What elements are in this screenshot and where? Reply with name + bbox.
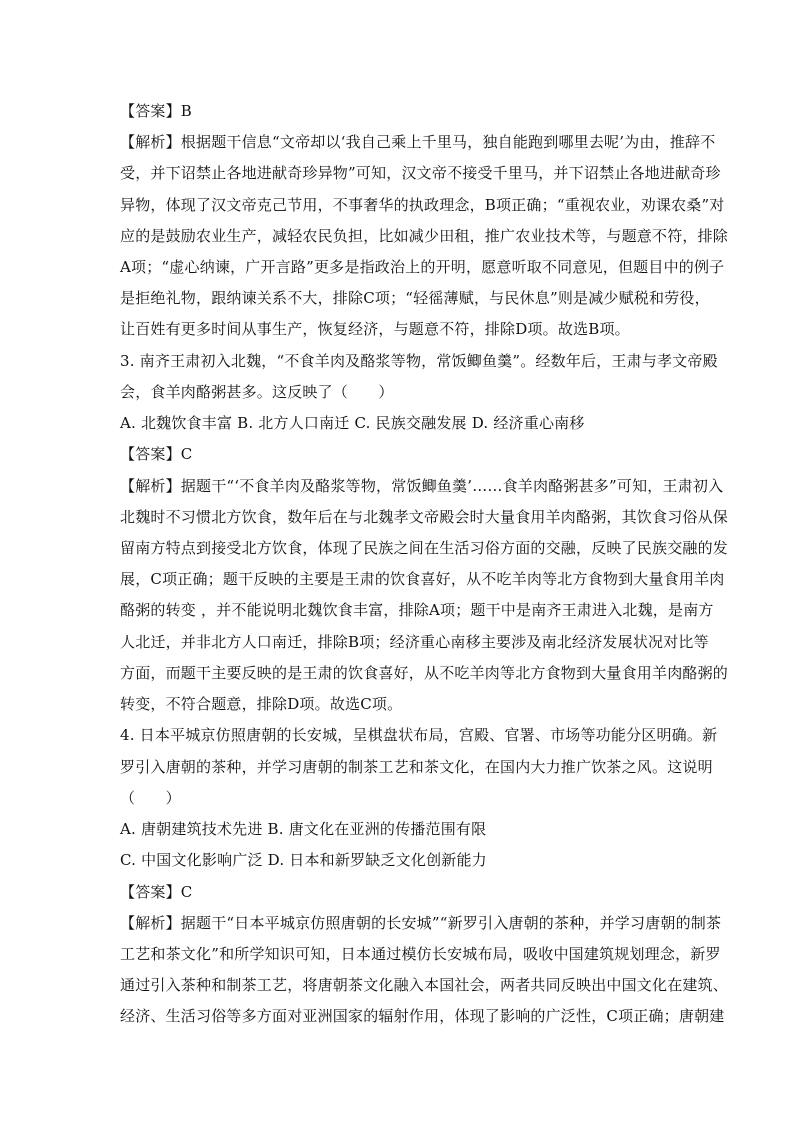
analysis-q2-line-3: 异物，体现了汉文帝克己节用，不事奢华的执政理念，B项正确；“重视农业，劝课农桑”对 bbox=[120, 196, 725, 214]
analysis-q2-line-6: 是拒绝礼物，跟纳谏关系不大，排除C项；“轻徭薄赋，与民休息”则是减少赋税和劳役， bbox=[120, 289, 710, 307]
answer-label-q4: 【答案】C bbox=[120, 883, 193, 901]
question-4-stem-line-2: 罗引入唐朝的茶种，并学习唐朝的制茶工艺和茶文化，在国内大力推广饮茶之风。这说明 bbox=[120, 758, 713, 776]
analysis-q4-line-3: 通过引入茶种和制茶工艺，将唐朝茶文化融入本国社会，两者共同反映出中国文化在建筑、 bbox=[120, 976, 729, 994]
analysis-q4-line-4: 经济、生活习俗等多方面对亚洲国家的辐射作用，体现了影响的广泛性，C项正确；唐朝建 bbox=[120, 1007, 725, 1025]
analysis-q3-line-8: 转变，不符合题意，排除D项。故选C项。 bbox=[120, 695, 403, 713]
analysis-q3-line-2: 北魏时不习惯北方饮食，数年后在与北魏孝文帝殿会时大量食用羊肉酪粥，其饮食习俗从保 bbox=[120, 508, 729, 526]
analysis-q2-line-2: 受，并下诏禁止各地进献奇珍异物”可知，汉文帝不接受千里马，并下诏禁止各地进献奇珍 bbox=[120, 164, 721, 182]
analysis-q3-line-7: 方面，而题干主要反映的是王肃的饮食喜好，从不吃羊肉等北方食物到大量食用羊肉酪粥的 bbox=[120, 664, 729, 682]
question-4-stem-line-3: （ ） bbox=[120, 789, 181, 807]
question-4-stem-line-1: 4. 日本平城京仿照唐朝的长安城，呈棋盘状布局，宫殿、官署、市场等功能分区明确。新 bbox=[120, 726, 718, 744]
question-4-options-cd: C. 中国文化影响广泛 D. 日本和新罗缺乏文化创新能力 bbox=[120, 851, 487, 869]
answer-label-q2: 【答案】B bbox=[120, 102, 193, 120]
analysis-q3-line-4: 展，C项正确；题干反映的主要是王肃的饮食喜好，从不吃羊肉等北方食物到大量食用羊肉 bbox=[120, 570, 725, 588]
analysis-q4-line-1: 【解析】据题干“日本平城京仿照唐朝的长安城”“新罗引入唐朝的茶种，并学习唐朝的制茶 bbox=[120, 914, 722, 932]
analysis-q3-line-5: 酪粥的转变 ，并不能说明北魏饮食丰富，排除A项；题干中是南齐王肃进入北魏，是南方 bbox=[120, 601, 714, 619]
analysis-q3-line-3: 留南方特点到接受北方饮食，体现了民族之间在生活习俗方面的交融，反映了民族交融的发 bbox=[120, 539, 729, 557]
answer-label-q3: 【答案】C bbox=[120, 445, 193, 463]
question-4-options-ab: A. 唐朝建筑技术先进 B. 唐文化在亚洲的传播范围有限 bbox=[120, 820, 487, 838]
analysis-q2-line-5: A项；“虚心纳谏，广开言路”更多是指政治上的开明，愿意听取不同意见，但题目中的例子 bbox=[120, 258, 725, 276]
question-3-options: A. 北魏饮食丰富 B. 北方人口南迁 C. 民族交融发展 D. 经济重心南移 bbox=[120, 414, 585, 432]
analysis-q2-line-7: 让百姓有更多时间从事生产，恢复经济，与题意不符，排除D项。故选B项。 bbox=[120, 320, 630, 338]
analysis-q2-line-1: 【解析】根据题干信息“文帝却以‘我自己乘上千里马，独自能跑到哪里去呢’为由，推辞不 bbox=[120, 133, 716, 151]
question-3-stem-line-1: 3. 南齐王肃初入北魏，“不食羊肉及酪浆等物，常饭鲫鱼羹”。经数年后，王肃与孝文帝殿 bbox=[120, 352, 718, 370]
analysis-q2-line-4: 应的是鼓励农业生产，减轻农民负担，比如减少田租，推广农业技术等，与题意不符，排除 bbox=[120, 227, 729, 245]
analysis-q4-line-2: 工艺和茶文化”和所学知识可知，日本通过模仿长安城布局，吸收中国建筑规划理念，新罗 bbox=[120, 945, 721, 963]
analysis-q3-line-1: 【解析】据题干“‘不食羊肉及酪浆等物，常饭鲫鱼羹’……食羊肉酪粥甚多”可知，王肃初入 bbox=[120, 477, 724, 495]
question-3-stem-line-2: 会，食羊肉酪粥甚多。这反映了（ ） bbox=[120, 383, 394, 401]
analysis-q3-line-6: 人北迁，并非北方人口南迁，排除B项；经济重心南移主要涉及南北经济发展状况对比等 bbox=[120, 633, 709, 651]
